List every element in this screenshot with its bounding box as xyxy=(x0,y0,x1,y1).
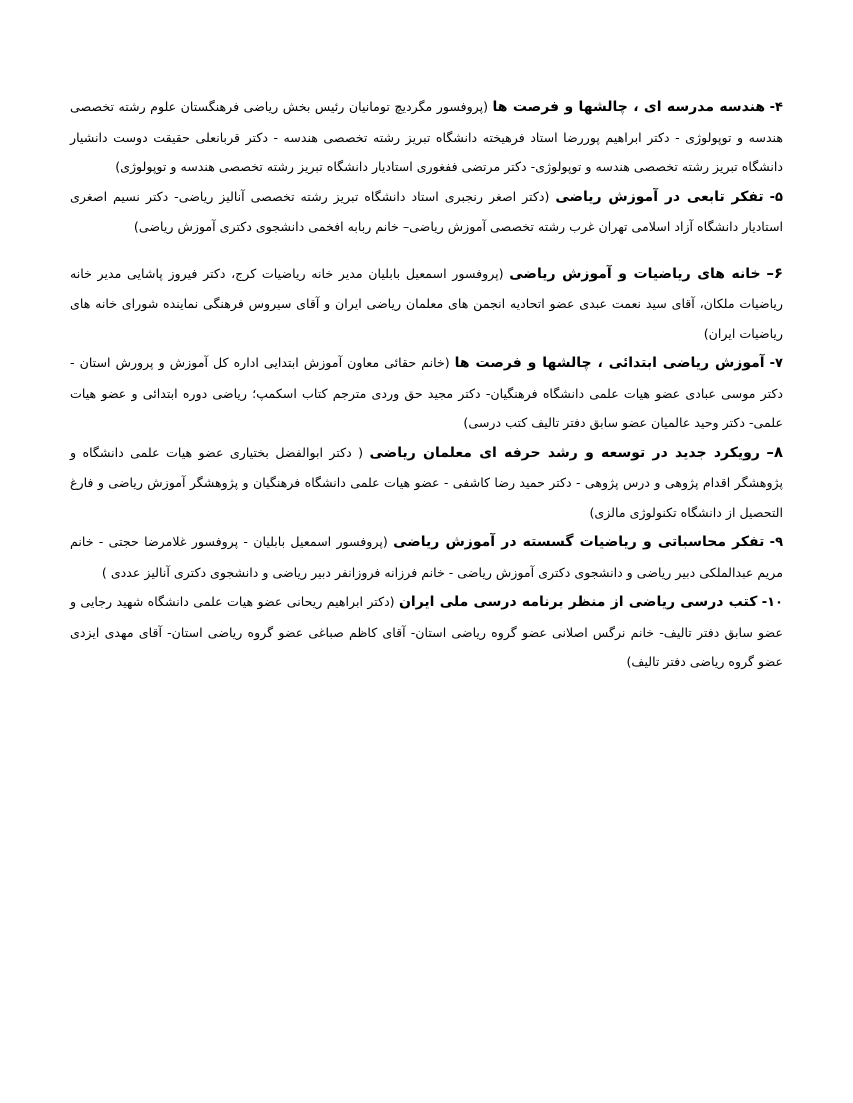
list-item-6 xyxy=(70,259,783,349)
list-item-7 xyxy=(70,348,783,438)
list-item-5 xyxy=(70,182,783,242)
list-item-4 xyxy=(70,92,783,182)
item-number: ۸– xyxy=(766,442,783,461)
item-description: (پروفسور اسمعیل بابلیان - پروفسور غلامرضا حجتی - خانم مریم عبدالملکی دبیر ریاضی و دانشجوی دکتری آموزش ریاضی - خانم فرزانه فروزانفر دبیر ریاضی و دانشجوی دکتری آنالیز عددی ) xyxy=(70,534,783,580)
item-number: ۱۰- xyxy=(761,595,783,610)
item-number: ۹- xyxy=(769,535,783,550)
item-description: ( دکتر ابوالفضل بختیاری عضو هیات علمی دانشگاه و پژوهشگر اقدام پژوهی و درس پژوهی - دکتر حمید رضا کاشفی - عضو هیات علمی دانشگاه فرهنگیان و پژوهشگر آموزش ریاضی و فارغ التحصیل از دانشگاه تکنولوژی مالزی) xyxy=(70,444,783,520)
item-number: ۵- xyxy=(769,189,783,205)
item-description: (خانم حقائی معاون آموزش ابتدایی اداره کل آموزش و پرورش استان - دکتر موسی عبادی عضو هیات علمی دانشگاه فرهنگیان- دکتر مجید حق وردی مترجم کتاب اسکمپ؛ ریاضی دوره ابتدائی و عضو هیات علمی- دکتر وحید عالمیان عضو سابق دفتر تالیف کتب درسی) xyxy=(70,355,783,430)
item-title: هندسه مدرسه ای ، چالشها و فرصت ها xyxy=(492,99,766,115)
item-number: ۴- xyxy=(769,100,783,115)
item-title: رویکرد جدید در توسعه و رشد حرفه ای معلمان ریاضی xyxy=(369,444,760,461)
list-item-10 xyxy=(70,587,783,677)
item-description: (پروفسور اسمعیل بابلیان مدیر خانه ریاضیات کرج، دکتر فیروز پاشایی مدیر خانه ریاضیات ملکان، آقای سید نعمت عبدی عضو اتحادیه انجمن های معلمان ریاضی ایران و آقای سیروس فرهنگی نماینده شورای خانه های ریاضیات ایران) xyxy=(70,265,783,341)
list-item-8 xyxy=(70,438,783,528)
item-title: آموزش ریاضی ابتدائی ، چالشها و فرصت ها xyxy=(454,355,765,371)
item-description: (دکتر اصغر رنجبری استاد دانشگاه تبریز رشته تخصصی آنالیز ریاضی- دکتر نسیم اصغری استادیار دانشگاه آزاد اسلامی تهران غرب رشته تخصصی آموزش ریاضی– خانم ربابه افخمی دانشجوی دکتری آموزش ریاضی) xyxy=(70,188,783,234)
list-item-9 xyxy=(70,527,783,587)
item-title: کتب درسی ریاضی از منظر برنامه درسی ملی ایران xyxy=(398,594,758,610)
item-description: (پروفسور مگردیچ تومانیان رئیس بخش ریاضی فرهنگستان علوم رشته تخصصی هندسه و توپولوژی - دکتر ابراهیم پوررضا استاد فرهیخته دانشگاه تبریز رشته تخصصی هندسه - دکتر قربانعلی حقیقت دوست دانشیار دانشگاه تبریز رشته تخصصی هندسه و توپولوژی- دکتر مرتضی ففغوری استادیار دانشگاه تبریز رشته تخصصی هندسه و توپولوژی) xyxy=(70,99,783,174)
item-title: تفکر محاسباتی و ریاضیات گسسته در آموزش ریاضی xyxy=(393,534,765,550)
item-number: ۷- xyxy=(769,356,783,371)
item-title: تفکر تابعی در آموزش ریاضی xyxy=(555,188,764,205)
item-number: ۶– xyxy=(766,263,783,282)
item-title: خانه های ریاضیات و آموزش ریاضی xyxy=(509,265,761,282)
panel-list xyxy=(70,92,783,677)
item-description: (دکتر ابراهیم ریحانی عضو هیات علمی دانشگاه شهید رجایی و عضو سابق دفتر تالیف- خانم نرگس اصلانی عضو گروه ریاضی استان- آقای کاظم صباغی عضو گروه ریاضی استان- آقای مهدی ایزدی عضو گروه ریاضی دفتر تالیف) xyxy=(70,594,783,669)
